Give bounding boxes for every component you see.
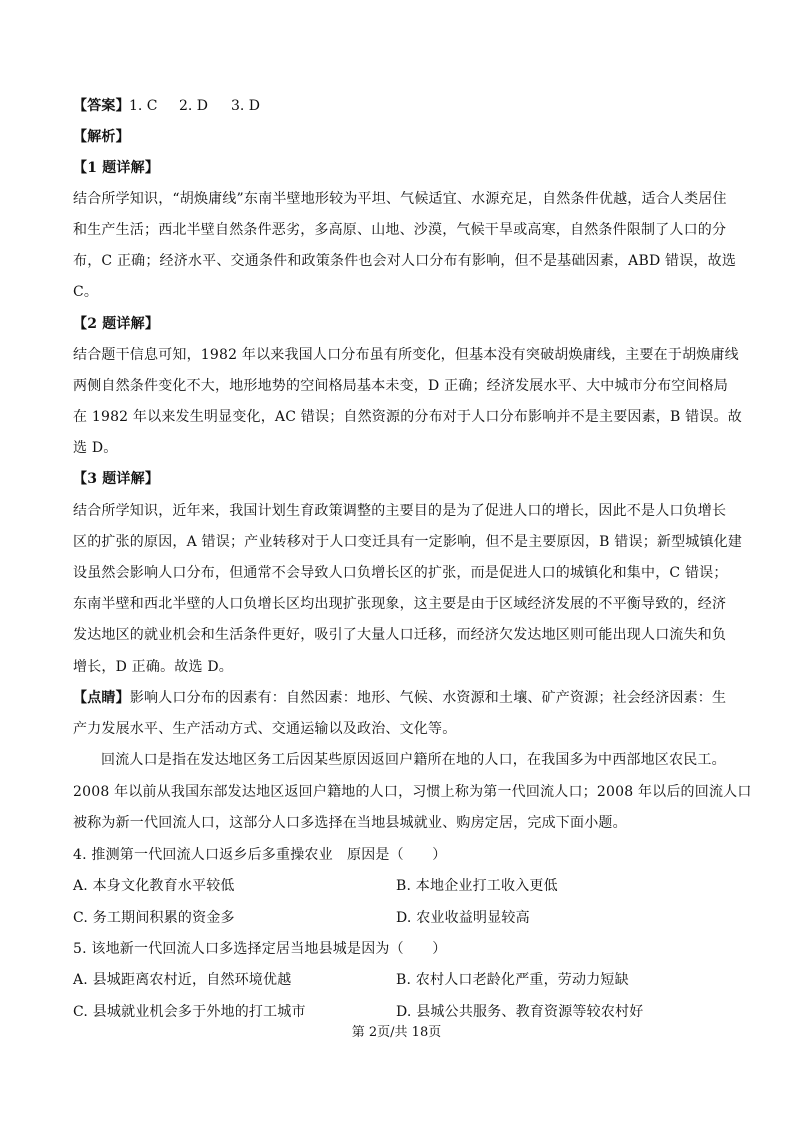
q4-option-d: D. 农业收益明显较高 — [396, 910, 530, 926]
q2-line: 在 1982 年以来发生明显变化，AC 错误；自然资源的分布对于人口分布影响并不是主要因素，B 错误。故 — [73, 409, 742, 425]
q3-line: 设虽然会影响人口分布，但通常不会导致人口负增长区的扩张，而是促进人口的城镇化和集中，C 错误； — [73, 565, 728, 581]
q5-option-b: B. 农村人口老龄化严重，劳动力短缺 — [396, 972, 629, 988]
q1-line: C。 — [73, 284, 99, 300]
passage-line: 被称为新一代回流人口，这部分人口多选择在当地县城就业、购房定居，完成下面小题。 — [73, 815, 627, 831]
q4-option-b: B. 本地企业打工收入更低 — [396, 878, 558, 894]
q5-option-a: A. 县城距离农村近，自然环境优越 — [73, 972, 292, 988]
q2-line: 选 D。 — [73, 440, 118, 456]
q4-option-c: C. 务工期间积累的资金多 — [73, 910, 235, 926]
passage-line: 2008 年以前从我国东部发达地区返回户籍地的人口，习惯上称为第一代回流人口；2008 年以后的回流人口 — [73, 784, 752, 800]
answer-2: 2. D — [179, 98, 209, 114]
page-footer: 第 2页/共 18页 — [351, 1025, 442, 1040]
q3-line: 区的扩张的原因，A 错误；产业转移对于人口变迁具有一定影响，但不是主要原因，B 错误；新型城镇化建 — [73, 534, 743, 550]
q5-stem: 5. 该地新一代回流人口多选择定居当地县城是因为（ ） — [73, 941, 447, 957]
tip-line-1 — [73, 688, 726, 708]
tip-text: 影响人口分布的因素有：自然因素：地形、气候、水资源和土壤、矿产资源；社会经济因素：生 — [129, 690, 727, 706]
answer-3: 3. D — [231, 98, 261, 114]
q1-line: 结合所学知识，“胡焕庸线”东南半壁地形较为平坦、气候适宜、水源充足，自然条件优越，适合人类居住 — [73, 191, 727, 207]
passage-line: 回流人口是指在发达地区务工后因某些原因返回户籍所在地的人口，在我国多为中西部地区农民工。 — [101, 752, 726, 768]
q4-stem: 4. 推测第一代回流人口返乡后多重操农业 原因是（ ） — [73, 847, 447, 863]
tip-line-2: 产力发展水平、生产活动方式、交通运输以及政治、文化等。 — [73, 721, 457, 737]
q5-option-c: C. 县城就业机会多于外地的打工城市 — [73, 1004, 306, 1020]
q1-heading: 【1 题详解】 — [73, 160, 160, 176]
tip-label: 【点睛】 — [73, 690, 130, 706]
q2-heading: 【2 题详解】 — [73, 316, 160, 332]
answer-label: 【答案】 — [73, 98, 130, 114]
q4-option-a: A. 本身文化教育水平较低 — [73, 878, 235, 894]
q3-line: 结合所学知识，近年来，我国计划生育政策调整的主要目的是为了促进人口的增长，因此不是人口负增长 — [73, 503, 727, 519]
q5-option-d: D. 县城公共服务、教育资源等较农村好 — [396, 1004, 644, 1020]
q1-line: 布，C 正确；经济水平、交通条件和政策条件也会对人口分布有影响，但不是基础因素，ABD 错误，故选 — [73, 253, 737, 269]
q2-line: 结合题干信息可知，1982 年以来我国人口分布虽有所变化，但基本没有突破胡焕庸线，主要在于胡焕庸线 — [73, 347, 739, 363]
q1-line: 和生产生活；西北半壁自然条件恶劣，多高原、山地、沙漠，气候干旱或高寒，自然条件限制了人口的分 — [73, 222, 727, 238]
analysis-label: 【解析】 — [73, 129, 130, 145]
q3-line: 东南半壁和西北半壁的人口负增长区均出现扩张现象，这主要是由于区域经济发展的不平衡导致的，经济 — [73, 596, 727, 612]
q3-heading: 【3 题详解】 — [73, 471, 160, 487]
q3-line: 增长，D 正确。故选 D。 — [73, 659, 233, 675]
q2-line: 两侧自然条件变化不大，地形地势的空间格局基本未变，D 正确；经济发展水平、大中城市分布空间格局 — [73, 378, 729, 394]
answer-1: 1. C — [129, 98, 158, 114]
q3-line: 发达地区的就业机会和生活条件更好，吸引了大量人口迁移，而经济欠发达地区则可能出现人口流失和负 — [73, 627, 727, 643]
